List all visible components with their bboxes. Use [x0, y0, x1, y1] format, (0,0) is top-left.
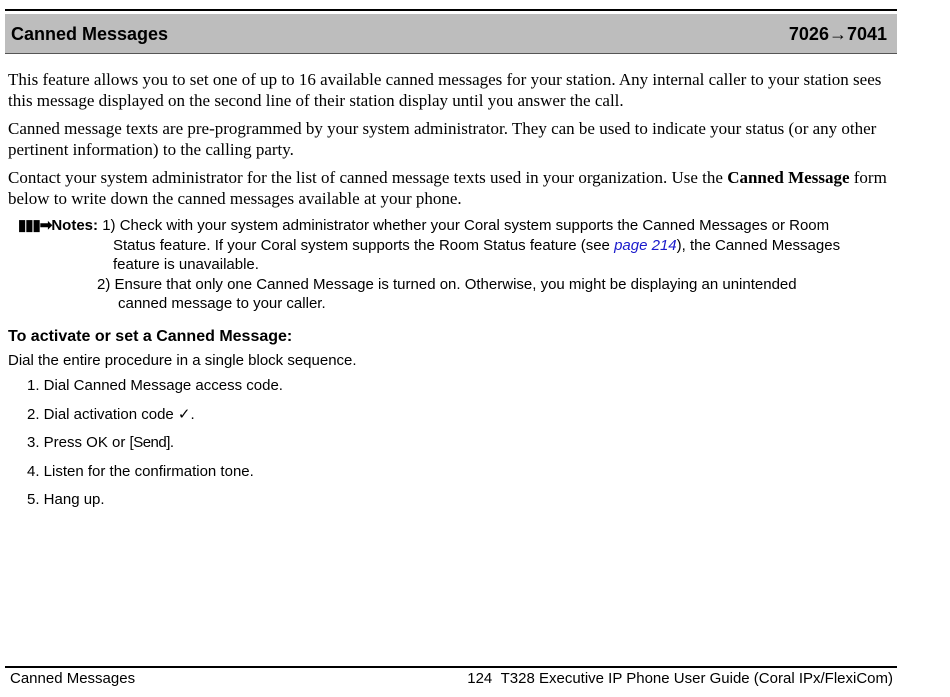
- note1-line2-after: ), the Canned Messages: [676, 236, 841, 254]
- note1-line2: [18, 236, 898, 256]
- step-2-end: .: [190, 405, 195, 423]
- paragraph-contact-admin: [8, 167, 898, 209]
- page-214-link[interactable]: page 214: [614, 236, 677, 254]
- page-number: 124: [467, 670, 493, 687]
- note2-line1: 2) Ensure that only one Canned Message is turned on. Otherwise, you might be displaying an unintended: [97, 275, 797, 293]
- note2-line2: canned message to your caller.: [118, 295, 326, 312]
- notes-arrow-icon: ▮▮▮➡: [18, 217, 52, 234]
- notes-label: Notes:: [51, 217, 99, 234]
- section-header: [5, 14, 897, 54]
- guide-title: T328 Executive IP Phone User Guide (Coral IPx/FlexiCom): [500, 670, 893, 687]
- step-1: 1. Dial Canned Message access code.: [27, 377, 283, 394]
- procedure-heading: To activate or set a Canned Message:: [8, 328, 293, 345]
- note1-line3: feature is unavailable.: [113, 256, 259, 273]
- footer-section-name: Canned Messages: [10, 670, 136, 687]
- top-rule: [5, 9, 897, 11]
- footer-rule: [5, 666, 897, 668]
- step-3-text: 3. Press OK or: [27, 434, 130, 451]
- canned-message-form-name: Canned Message: [727, 168, 850, 187]
- send-key-label: [Send]: [129, 434, 170, 451]
- range-arrow-icon: →: [828, 24, 847, 44]
- p3-text-before: Contact your system administrator for the list of canned message texts used in your organization. Use the: [8, 168, 728, 187]
- step-4: 4. Listen for the confirmation tone.: [27, 462, 254, 480]
- footer-page-info: [467, 670, 893, 687]
- p3-text-after: form below to write down the canned messages available at your phone.: [8, 168, 887, 208]
- step-2-text: 2. Dial activation code: [27, 405, 178, 423]
- feature-code-range: [789, 24, 887, 45]
- paragraph-preprogrammed: Canned message texts are pre-programmed by your system administrator. They can be used to indicate your status (or any other pertinent information) to the calling party.: [8, 119, 877, 159]
- paragraph-feature-description: This feature allows you to set one of up to 16 available canned messages for your station. Any internal caller to your station sees this message displayed on the second line of their station display until you answer the call.: [8, 70, 882, 110]
- checkmark-icon: ✓: [177, 405, 191, 423]
- notes-block: [18, 216, 898, 314]
- note1-line1-text: 1) Check with your system administrator whether your Coral system supports the Canned Messages or Room: [102, 217, 830, 234]
- step-2: [27, 405, 283, 434]
- section-title: Canned Messages: [11, 24, 169, 44]
- step-3-end: .: [169, 434, 175, 451]
- range-end: 7041: [846, 24, 887, 44]
- step-5: 5. Hang up.: [27, 491, 105, 508]
- procedure-steps: [27, 376, 283, 519]
- step-3: [27, 433, 283, 462]
- range-start: 7026: [788, 24, 829, 44]
- note1-line2-before: Status feature. If your Coral system supports the Room Status feature (see: [113, 236, 615, 254]
- procedure-intro: Dial the entire procedure in a single block sequence.: [8, 352, 357, 369]
- note1-line1: [18, 216, 898, 236]
